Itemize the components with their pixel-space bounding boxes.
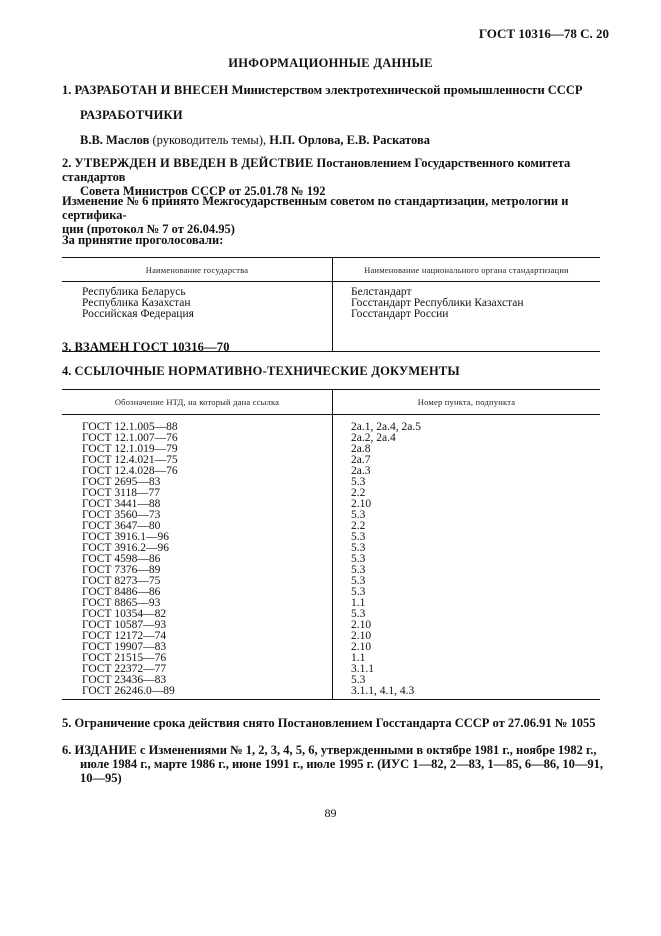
ref-point-row: 5.3	[351, 586, 366, 598]
state-row: Российская Федерация	[82, 308, 194, 320]
ref-point-row: 3.1.1, 4.1, 4.3	[351, 685, 415, 697]
ref-point-row: 2.2	[351, 487, 366, 499]
change-6-line-1: Изменение № 6 принято Межгосударственным советом по стандартизации, метрологии и сертифика-	[62, 194, 569, 222]
ref-point-row: 2.10	[351, 619, 372, 631]
item-6-text: с Изменениями № 1, 2, 3, 4, 5, 6, утвержденными в октябре 1981 г., ноябре 1982 г.,	[140, 743, 597, 757]
item-4-text: ССЫЛОЧНЫЕ НОРМАТИВНО-ТЕХНИЧЕСКИЕ ДОКУМЕНТЫ	[74, 364, 460, 378]
ref-point-row: 2а.7	[351, 454, 371, 466]
ref-doc-row: ГОСТ 3916.1—96	[82, 531, 170, 543]
ref-point-row: 5.3	[351, 542, 366, 554]
change-6-note	[62, 194, 607, 236]
ref-doc-row: ГОСТ 4598—86	[82, 553, 161, 565]
page-number: 89	[324, 806, 337, 820]
ref-doc-row: ГОСТ 3560—73	[82, 509, 161, 521]
ref-point-row: 2а.8	[351, 443, 371, 455]
references-table	[62, 389, 600, 700]
ref-doc-row: ГОСТ 10354—82	[82, 608, 167, 620]
item-6-line-1	[62, 743, 607, 757]
item-1-text: Министерством электротехнической промышленности СССР	[231, 83, 583, 97]
change-6-line-2: ции (протокол № 7 от 26.04.95)	[62, 222, 235, 236]
item-2-text: Постановлением Государственного комитета стандартов	[62, 156, 571, 184]
ref-point-row: 5.3	[351, 476, 366, 488]
ref-doc-row: ГОСТ 12.4.028—76	[82, 465, 178, 477]
refs-header-doc: Обозначение НТД, на который дана ссылка	[62, 390, 333, 415]
ref-point-row: 5.3	[351, 575, 366, 587]
standards-body-row: Белстандарт	[351, 286, 412, 298]
ref-point-row: 2а.3	[351, 465, 371, 477]
refs-doc-list	[62, 422, 332, 697]
ref-doc-row: ГОСТ 8273—75	[82, 575, 161, 587]
item-3-number: 3.	[62, 340, 72, 354]
ref-doc-row: ГОСТ 3916.2—96	[82, 542, 170, 554]
ref-point-row: 2а.1, 2а.4, 2а.5	[351, 421, 421, 433]
item-3-text: ВЗАМЕН ГОСТ 10316—70	[74, 340, 230, 354]
refs-header-point: Номер пункта, подпункта	[333, 390, 601, 415]
ref-point-row: 2а.2, 2а.4	[351, 432, 396, 444]
ref-point-row: 3.1.1	[351, 663, 374, 675]
ref-doc-row: ГОСТ 10587—93	[82, 619, 167, 631]
voted-heading: За принятие проголосовали:	[62, 233, 224, 247]
state-row: Республика Казахстан	[82, 297, 191, 309]
ref-doc-row: ГОСТ 3647—80	[82, 520, 161, 532]
developers-heading: РАЗРАБОТЧИКИ	[80, 108, 183, 122]
refs-point-list	[333, 422, 600, 697]
item-6	[62, 743, 607, 785]
ref-doc-row: ГОСТ 26246.0—89	[82, 685, 175, 697]
item-1-number: 1.	[62, 83, 72, 97]
developers-list	[80, 133, 620, 147]
item-2-line-1	[62, 156, 607, 184]
item-2-caps: УТВЕРЖДЕН И ВВЕДЕН В ДЕЙСТВИЕ	[74, 156, 314, 170]
item-5	[62, 716, 607, 730]
ref-point-row: 2.10	[351, 498, 372, 510]
ref-point-row: 1.1	[351, 597, 366, 609]
ref-point-row: 5.3	[351, 531, 366, 543]
ref-point-row: 2.10	[351, 630, 372, 642]
item-5-text: Ограничение срока действия снято Постановлением Госстандарта СССР от 27.06.91 № 1055	[74, 716, 596, 730]
ref-doc-row: ГОСТ 12.4.021—75	[82, 454, 178, 466]
ref-doc-row: ГОСТ 7376—89	[82, 564, 161, 576]
ref-point-row: 5.3	[351, 509, 366, 521]
item-6-caps: ИЗДАНИЕ	[74, 743, 137, 757]
ref-doc-row: ГОСТ 23436—83	[82, 674, 167, 686]
ref-doc-row: ГОСТ 12172—74	[82, 630, 167, 642]
item-4-number: 4.	[62, 364, 72, 378]
item-4	[62, 364, 602, 378]
ref-doc-row: ГОСТ 8865—93	[82, 597, 161, 609]
states-table	[62, 257, 600, 352]
ref-point-row: 5.3	[351, 608, 366, 620]
item-2-number: 2.	[62, 156, 72, 170]
ref-doc-row: ГОСТ 21515—76	[82, 652, 167, 664]
ref-point-row: 5.3	[351, 674, 366, 686]
item-2	[62, 156, 607, 198]
states-header-state: Наименование государства	[62, 258, 333, 282]
ref-doc-row: ГОСТ 3118—77	[82, 487, 160, 499]
ref-point-row: 5.3	[351, 564, 366, 576]
page-title: ИНФОРМАЦИОННЫЕ ДАННЫЕ	[228, 56, 433, 70]
ref-doc-row: ГОСТ 8486—86	[82, 586, 161, 598]
ref-point-row: 2.10	[351, 641, 372, 653]
ref-doc-row: ГОСТ 22372—77	[82, 663, 167, 675]
ref-doc-row: ГОСТ 12.1.005—88	[82, 421, 178, 433]
ref-doc-row: ГОСТ 12.1.019—79	[82, 443, 178, 455]
item-6-line-2: июле 1984 г., марте 1986 г., июне 1991 г., июле 1995 г. (ИУС 1—82, 2—83, 1—85, 6—86, 10—91,	[80, 757, 603, 771]
ref-point-row: 5.3	[351, 553, 366, 565]
ref-doc-row: ГОСТ 19907—83	[82, 641, 167, 653]
ref-point-row: 2.2	[351, 520, 366, 532]
page-header: ГОСТ 10316—78 С. 20	[478, 26, 609, 41]
states-header-body: Наименование национального органа стандартизации	[333, 258, 601, 282]
item-6-number: 6.	[62, 743, 72, 757]
developer-lead-role: (руководитель темы),	[152, 133, 267, 147]
ref-doc-row: ГОСТ 2695—83	[82, 476, 161, 488]
item-3	[62, 340, 602, 354]
ref-doc-row: ГОСТ 3441—88	[82, 498, 161, 510]
ref-point-row: 1.1	[351, 652, 366, 664]
developer-lead: В.В. Маслов	[80, 133, 150, 147]
item-1	[62, 83, 602, 97]
item-5-number: 5.	[62, 716, 72, 730]
standards-body-row: Госстандарт Республики Казахстан	[351, 297, 524, 309]
item-1-caps: РАЗРАБОТАН И ВНЕСЕН	[74, 83, 229, 97]
item-6-line-3: 10—95)	[80, 771, 122, 785]
standards-body-row: Госстандарт России	[351, 308, 449, 320]
ref-doc-row: ГОСТ 12.1.007—76	[82, 432, 178, 444]
developers-others: Н.П. Орлова, Е.В. Раскатова	[269, 133, 430, 147]
state-row: Республика Беларусь	[82, 286, 186, 298]
item-2-line-2: Совета Министров СССР от 25.01.78 № 192	[80, 184, 326, 198]
